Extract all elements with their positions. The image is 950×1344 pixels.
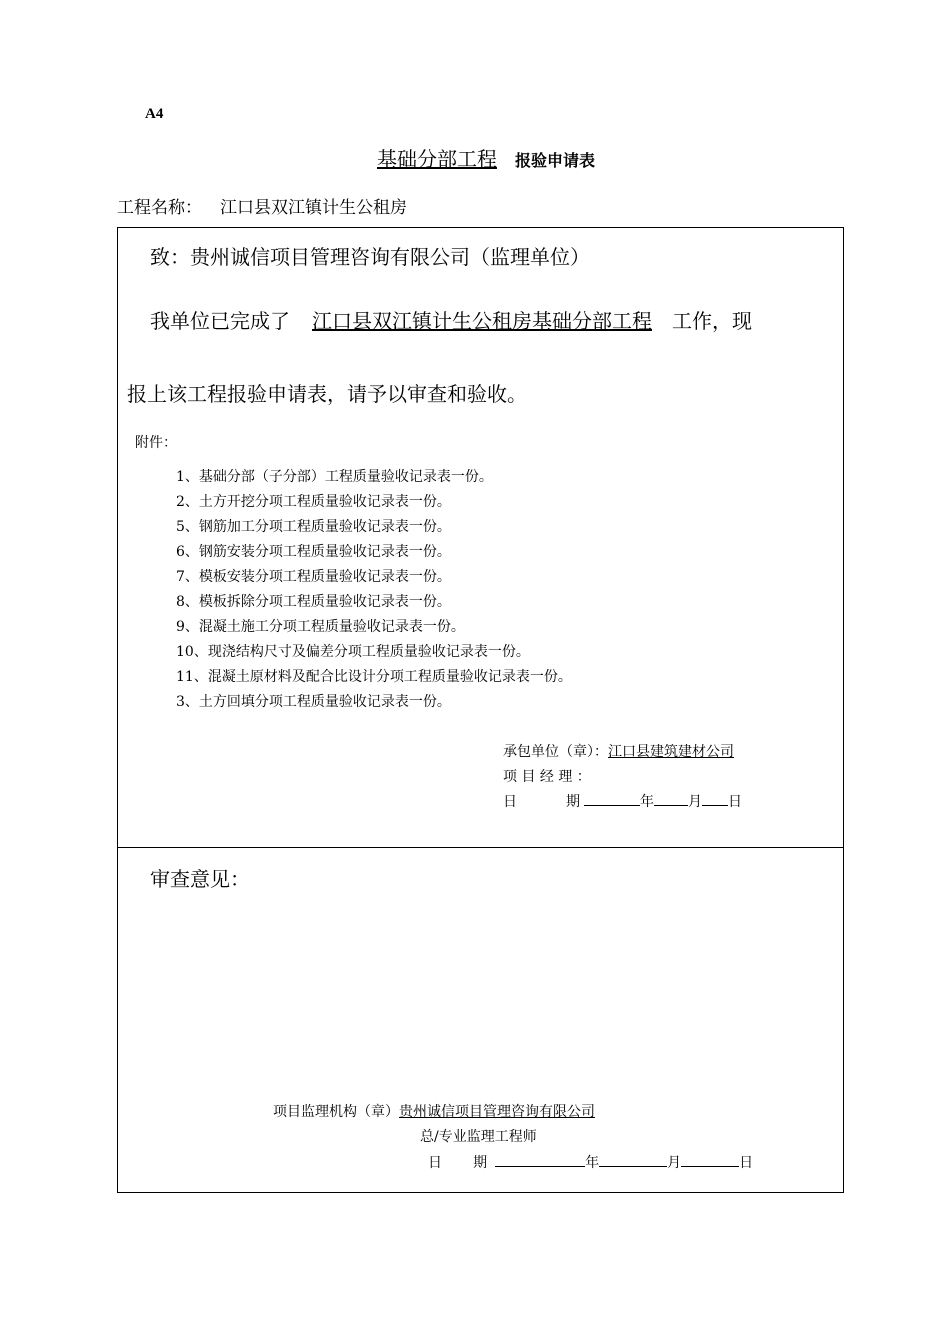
supervision-org-line — [273, 1101, 595, 1121]
document-code: A4 — [145, 106, 164, 122]
day-blank — [702, 791, 728, 806]
project-name-line — [117, 193, 407, 218]
title-subject: 基础分部工程 — [376, 147, 497, 171]
form-title — [0, 143, 950, 172]
addressee-prefix: 致： — [150, 245, 190, 269]
contractor-date-line — [503, 791, 742, 811]
month-blank — [599, 1152, 667, 1167]
project-name-value: 江口县双江镇计生公租房 — [220, 198, 407, 218]
supervision-org-value: 贵州诚信项目管理咨询有限公司 — [399, 1104, 595, 1120]
statement-prefix: 我单位已完成了 — [150, 309, 290, 333]
year-blank — [584, 791, 640, 806]
year-label: 年 — [585, 1155, 600, 1171]
day-blank — [681, 1152, 739, 1167]
attachment-item: 2、土方开挖分项工程质量验收记录表一份。 — [176, 494, 451, 510]
attachment-item: 9、混凝土施工分项工程质量验收记录表一份。 — [176, 619, 465, 635]
project-manager-label: 项 目 经 理 ： — [503, 769, 591, 785]
title-suffix: 报验申请表 — [514, 151, 595, 170]
day-label: 日 — [727, 794, 742, 810]
attachment-item: 8、模板拆除分项工程质量验收记录表一份。 — [176, 594, 451, 610]
day-label: 日 — [739, 1155, 754, 1171]
statement-line-2: 报上该工程报验申请表，请予以审查和验收。 — [127, 382, 527, 406]
attachment-item: 1、基础分部（子分部）工程质量验收记录表一份。 — [176, 469, 493, 485]
date-label: 日 期 — [503, 794, 580, 810]
attachment-item: 7、模板安装分项工程质量验收记录表一份。 — [176, 569, 451, 585]
supervision-org-label: 项目监理机构（章） — [273, 1104, 399, 1120]
statement-suffix: 工作，现 — [672, 309, 752, 333]
attachment-item: 5、钢筋加工分项工程质量验收记录表一份。 — [176, 519, 451, 535]
month-label: 月 — [667, 1155, 682, 1171]
month-blank — [654, 791, 688, 806]
attachment-item: 6、钢筋安装分项工程质量验收记录表一份。 — [176, 544, 451, 560]
attachment-item: 10、现浇结构尺寸及偏差分项工程质量验收记录表一份。 — [176, 644, 530, 660]
chief-engineer-label: 总/专业监理工程师 — [420, 1129, 537, 1145]
month-label: 月 — [687, 794, 702, 810]
review-date-line — [428, 1152, 753, 1172]
completed-work: 江口县双江镇计生公租房基础分部工程 — [312, 309, 652, 333]
date-label: 日 期 — [428, 1155, 488, 1171]
year-blank — [495, 1152, 585, 1167]
statement-line-1 — [150, 305, 752, 334]
contractor-label: 承包单位（章）： — [503, 744, 608, 760]
attachments-label: 附件： — [135, 435, 177, 451]
addressee-line — [150, 241, 590, 270]
review-opinion-label: 审查意见： — [150, 867, 250, 891]
attachment-item: 3、土方回填分项工程质量验收记录表一份。 — [176, 694, 451, 710]
year-label: 年 — [639, 794, 654, 810]
attachment-item: 11、混凝土原材料及配合比设计分项工程质量验收记录表一份。 — [176, 669, 572, 685]
contractor-line — [503, 741, 734, 761]
contractor-value: 江口县建筑建材公司 — [608, 744, 734, 760]
addressee-value: 贵州诚信项目管理咨询有限公司（监理单位） — [190, 245, 590, 269]
project-name-label: 工程名称： — [117, 198, 202, 218]
